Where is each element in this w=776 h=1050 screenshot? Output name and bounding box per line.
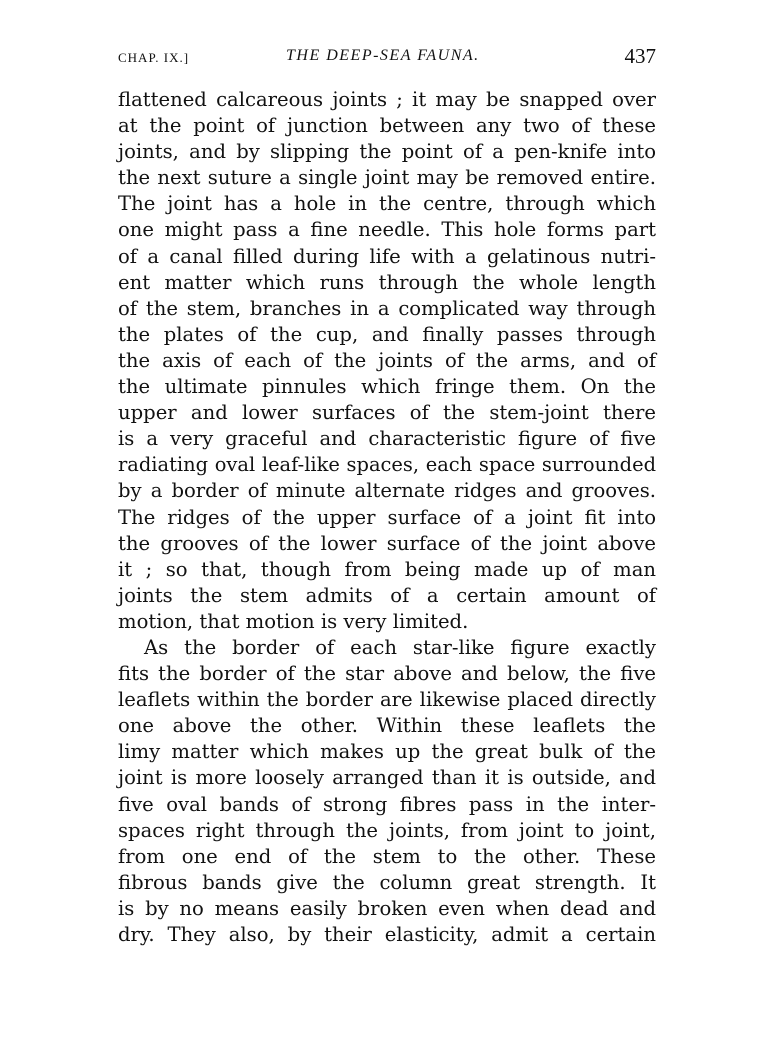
text-line: at the point of junction between any two of these <box>118 114 656 138</box>
text-line: five oval bands of strong fibres pass in the inter- <box>118 792 656 816</box>
text-line: radiating oval leaf-like spaces, each space surrounded <box>118 453 656 477</box>
text-line: of the stem, branches in a complicated way through <box>118 296 656 320</box>
text-line: the axis of each of the joints of the arms, and of <box>118 348 656 372</box>
page-number: 437 <box>624 44 656 68</box>
text-line: The joint has a hole in the centre, through which <box>118 192 656 216</box>
text-line: of a canal filled during life with a gelatinous nutri- <box>118 244 656 268</box>
text-line: joints, and by slipping the point of a pen-knife into <box>118 140 656 164</box>
text-line: fibrous bands give the column great strength. It <box>118 870 656 894</box>
text-line: is a very graceful and characteristic figure of five <box>118 427 656 451</box>
text-line: upper and lower surfaces of the stem-joint there <box>118 401 656 425</box>
text-line: The ridges of the upper surface of a joint fit into <box>118 505 656 529</box>
paragraph-start-line: As the border of each star-like figure exactly <box>144 635 656 659</box>
text-line: dry. They also, by their elasticity, admit a certain <box>118 923 656 946</box>
text-line: joints the stem admits of a certain amount of <box>118 583 656 607</box>
paragraph-end-line: motion, that motion is very limited. <box>118 609 469 633</box>
text-line: the plates of the cup, and finally passes through <box>118 322 656 346</box>
text-line: it ; so that, though from being made up of man <box>118 557 656 581</box>
text-line: from one end of the stem to the other. These <box>118 844 656 868</box>
text-line: flattened calcareous joints ; it may be snapped over <box>118 88 656 111</box>
text-line: spaces right through the joints, from joint to joint, <box>118 818 656 842</box>
text-line: leaflets within the border are likewise placed directly <box>118 688 656 712</box>
text-line: is by no means easily broken even when dead and <box>118 896 656 920</box>
text-line: the grooves of the lower surface of the joint above <box>118 531 656 555</box>
text-line: the next suture a single joint may be removed entire. <box>118 166 656 190</box>
text-line: ent matter which runs through the whole length <box>118 270 656 294</box>
running-head <box>118 44 656 74</box>
body-text <box>118 87 656 948</box>
text-line: by a border of minute alternate ridges and grooves. <box>118 479 656 503</box>
chapter-label: CHAP. IX.] <box>118 50 190 65</box>
running-title: THE DEEP-SEA FAUNA. <box>286 47 480 64</box>
text-line: the ultimate pinnules which fringe them. On the <box>118 375 656 399</box>
text-line: joint is more loosely arranged than it is outside, and <box>118 766 656 790</box>
text-line: fits the border of the star above and below, the five <box>118 662 656 686</box>
text-line: one might pass a fine needle. This hole forms part <box>118 218 656 242</box>
text-line: limy matter which makes up the great bulk of the <box>118 740 656 764</box>
text-line: one above the other. Within these leaflets the <box>118 714 656 738</box>
